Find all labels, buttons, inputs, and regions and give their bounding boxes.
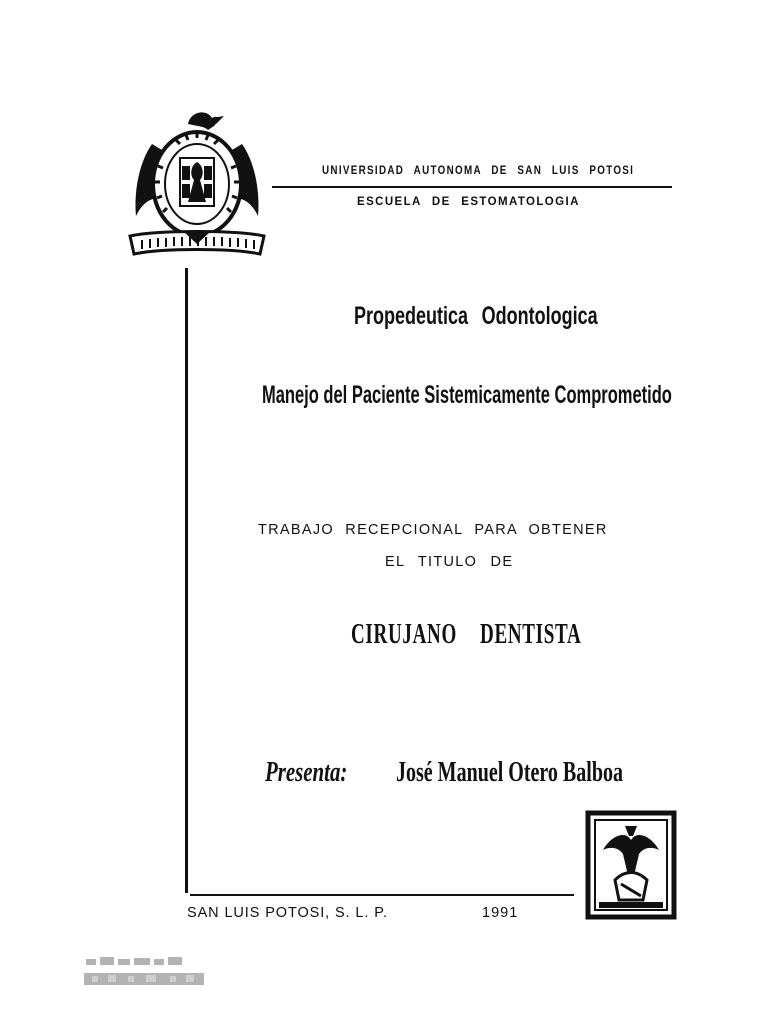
vertical-rule bbox=[185, 268, 188, 893]
school-emblem-icon bbox=[585, 810, 677, 920]
degree-line-2: EL TITULO DE bbox=[385, 554, 514, 570]
faded-stamp-icon bbox=[82, 955, 206, 991]
header-rule bbox=[272, 186, 672, 188]
school-name: ESCUELA DE ESTOMATOLOGIA bbox=[357, 196, 580, 208]
footer-rule bbox=[190, 894, 574, 896]
subtitle: Manejo del Paciente Sistemicamente Comprometido bbox=[262, 381, 672, 409]
presenter-name: José Manuel Otero Balboa bbox=[396, 756, 623, 788]
university-name: UNIVERSIDAD AUTONOMA DE SAN LUIS POTOSI bbox=[322, 163, 635, 177]
university-seal-icon bbox=[128, 104, 266, 264]
footer-year: 1991 bbox=[482, 905, 519, 921]
footer-city: SAN LUIS POTOSI, S. L. P. bbox=[187, 905, 388, 921]
presenter-label: Presenta: bbox=[265, 756, 348, 788]
main-title: Propedeutica Odontologica bbox=[354, 302, 598, 330]
degree-line-1: TRABAJO RECEPCIONAL PARA OBTENER bbox=[258, 522, 608, 538]
degree-title: CIRUJANO DENTISTA bbox=[351, 619, 582, 650]
